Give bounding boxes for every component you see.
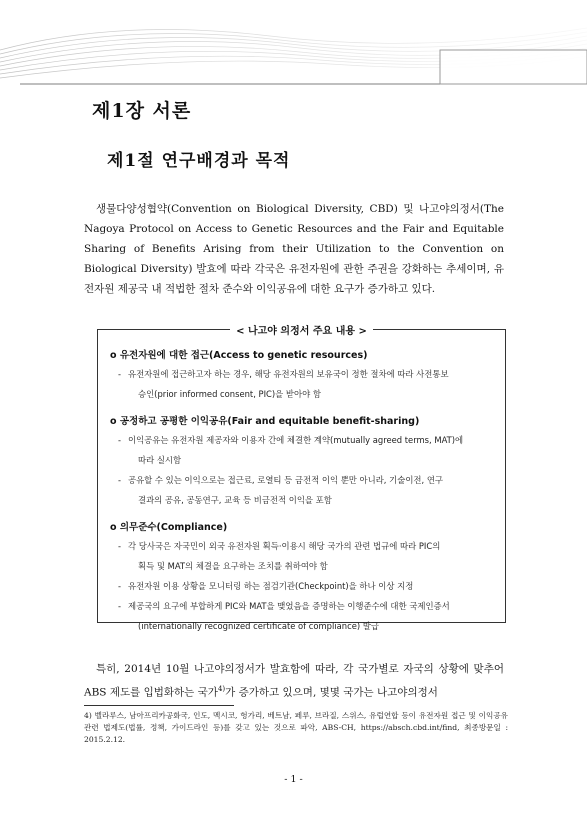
- footnote: 4) 벨라루스, 남아프리카공화국, 인도, 멕시코, 헝가리, 베트남, 페루, 브라질, 스위스, 유럽연합 등이 유전자원 접근 및 이익공유 관련 법제도(법률, 정책, 가이드라인 등)를 갖고 있는 것으로 파악, ABS-CH, https://absch.cbd.int/find, 최종방문일 : 2015.2.12.: [84, 711, 508, 744]
- section-title: 제1절 연구배경과 목적: [107, 151, 291, 171]
- page-number: - 1 -: [284, 774, 303, 785]
- list-item: - 유전자원 이용 상황을 모니터링 하는 점검기관(Checkpoint)을 하나 이상 지정: [118, 581, 414, 591]
- body-paragraph: 특히, 2014년 10월 나고야의정서가 발효함에 따라, 각 국가별로 자국의 상황에 맞추어 ABS 제도를 입법화하는 국가$^{4)}$가 증가하고 있으며, 몇몇 국가는 나고야의정서: [84, 662, 504, 698]
- box-heading-compliance: o 의무준수(Compliance): [110, 522, 228, 533]
- box-heading-access: o 유전자원에 대한 접근(Access to genetic resources): [110, 350, 368, 361]
- box-title: < 나고야 의정서 주요 내용 >: [98, 322, 505, 337]
- intro-paragraph: 생물다양성협약(Convention on Biological Diversity, CBD) 및 나고야의정서(The Nagoya Protocol on Access to Genetic Resources and the Fair and Equitable Sharing of Benefits Arising from their Utilization to the Convention on Biological Diversity) 발효에 따라 각국은 유전자원에 관한 주권을 강화하는 추세이며, 유전자원 제공국 내 적법한 절차 준수와 이익공유에 대한 요구가 증가하고 있다.: [84, 202, 504, 295]
- list-item: - 유전자원에 접근하고자 하는 경우, 해당 유전자원의 보유국이 정한 절차에 따라 사전통보 승인(prior informed consent, PIC)을 받아야 함: [118, 369, 449, 399]
- list-item: - 공유할 수 있는 이익으로는 접근료, 로열티 등 금전적 이익 뿐만 아니라, 기술이전, 연구 결과의 공유, 공동연구, 교육 등 비금전적 이익을 포함: [118, 475, 443, 505]
- list-item: - 각 당사국은 자국민이 외국 유전자원 획득·이용시 해당 국가의 관련 법규에 따라 PIC의 획득 및 MAT의 체결을 요구하는 조치를 취하여야 함: [118, 541, 441, 571]
- list-item: - 제공국의 요구에 부합하게 PIC와 MAT을 맺었음을 증명하는 이행준수에 대한 국제인증서 (internationally recognized certificate of compliance) 발급: [118, 601, 450, 631]
- header-decoration: [0, 0, 587, 92]
- footnote-ref[interactable]: 4): [217, 684, 226, 693]
- list-item: - 이익공유는 유전자원 제공자와 이용자 간에 체결한 계약(mutually agreed terms, MAT)에 따라 실시함: [118, 435, 464, 465]
- box-heading-benefit: o 공정하고 공평한 이익공유(Fair and equitable benefit-sharing): [110, 416, 420, 427]
- box-content: [110, 348, 497, 636]
- chapter-title: 제1장 서론: [92, 100, 192, 122]
- footnote-divider: [84, 705, 234, 706]
- nagoya-summary-box: [97, 326, 506, 631]
